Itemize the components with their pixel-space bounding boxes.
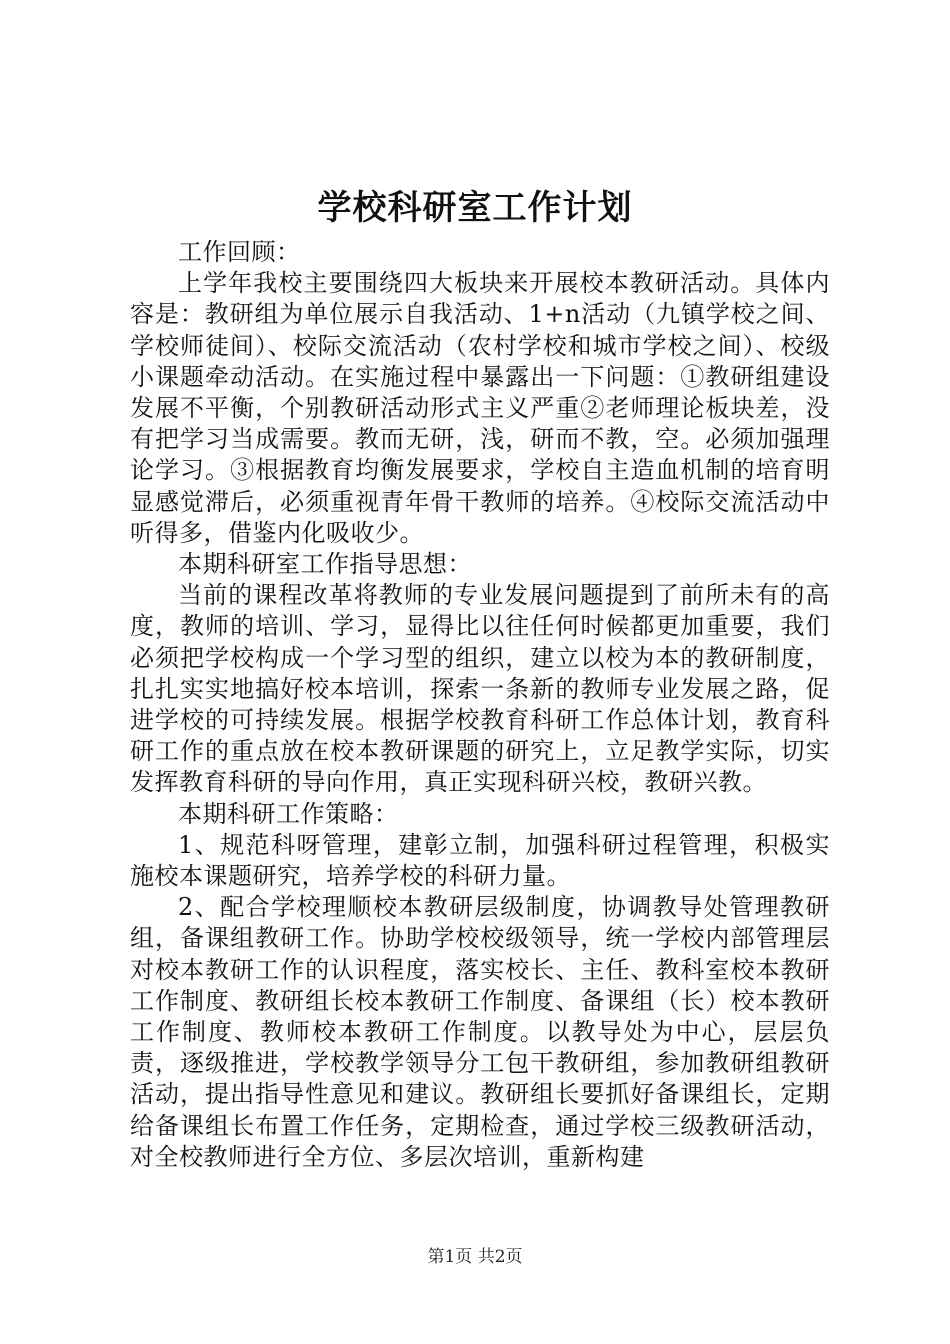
section-heading-guiding-idea: 本期科研室工作指导思想： bbox=[178, 550, 472, 579]
paragraph-strategy-2: 2、配合学校理顺校本教研层级制度，协调教导处管理教研组，备课组教研工作。协助学校校级领导，统一学校内部管理层对校本教研工作的认识程度，落实校长、主任、教科室校本教研工作制度、教研组长校本教研工作制度、备课组（长）校本教研工作制度、教师校本教研工作制度。以教导处为中心，层层负责，逐级推进，学校教学领导分工包干教研组，参加教研组教研活动，提出指导性意见和建议。教研组长要抓好备课组长，定期给备课组长布置工作任务，定期检查，通过学校三级教研活动，对全校教师进行全方位、多层次培训，重新构建 bbox=[130, 893, 830, 1171]
paragraph-guiding-idea: 当前的课程改革将教师的专业发展问题提到了前所未有的高度，教师的培训、学习，显得比以往任何时候都更加重要，我们必须把学校构成一个学习型的组织，建立以校为本的教研制度，扎扎实实地搞好校本培训，探索一条新的教师专业发展之路，促进学校的可持续发展。根据学校教育科研工作总体计划，教育科研工作的重点放在校本教研课题的研究上，立足教学实际，切实发挥教育科研的导向作用，真正实现科研兴校，教研兴教。 bbox=[130, 581, 830, 797]
document-body bbox=[130, 237, 830, 1173]
section-heading-review: 工作回顾： bbox=[178, 238, 301, 266]
paragraph-strategy-1: 1、规范科呀管理，建彰立制，加强科研过程管理，积极实施校本课题研究，培养学校的科研力量。 bbox=[130, 830, 830, 891]
page-footer: 第1页 共2页 bbox=[427, 1247, 523, 1267]
page-title: 学校科研室工作计划 bbox=[317, 188, 633, 228]
section-heading-strategy: 本期科研工作策略： bbox=[178, 799, 399, 828]
paragraph-review: 上学年我校主要围绕四大板块来开展校本教研活动。具体内容是：教研组为单位展示自我活动、1+n活动（九镇学校之间、学校师徒间）、校际交流活动（农村学校和城市学校之间）、校级小课题牵动活动。在实施过程中暴露出一下问题：①教研组建设发展不平衡，个别教研活动形式主义严重②老师理论板块差，没有把学习当成需要。教而无研，浅，研而不教，空。必须加强理论学习。③根据教育均衡发展要求，学校自主造血机制的培育明显感觉滞后，必须重视青年骨干教师的培养。④校际交流活动中听得多，借鉴内化吸收少。 bbox=[130, 269, 830, 547]
